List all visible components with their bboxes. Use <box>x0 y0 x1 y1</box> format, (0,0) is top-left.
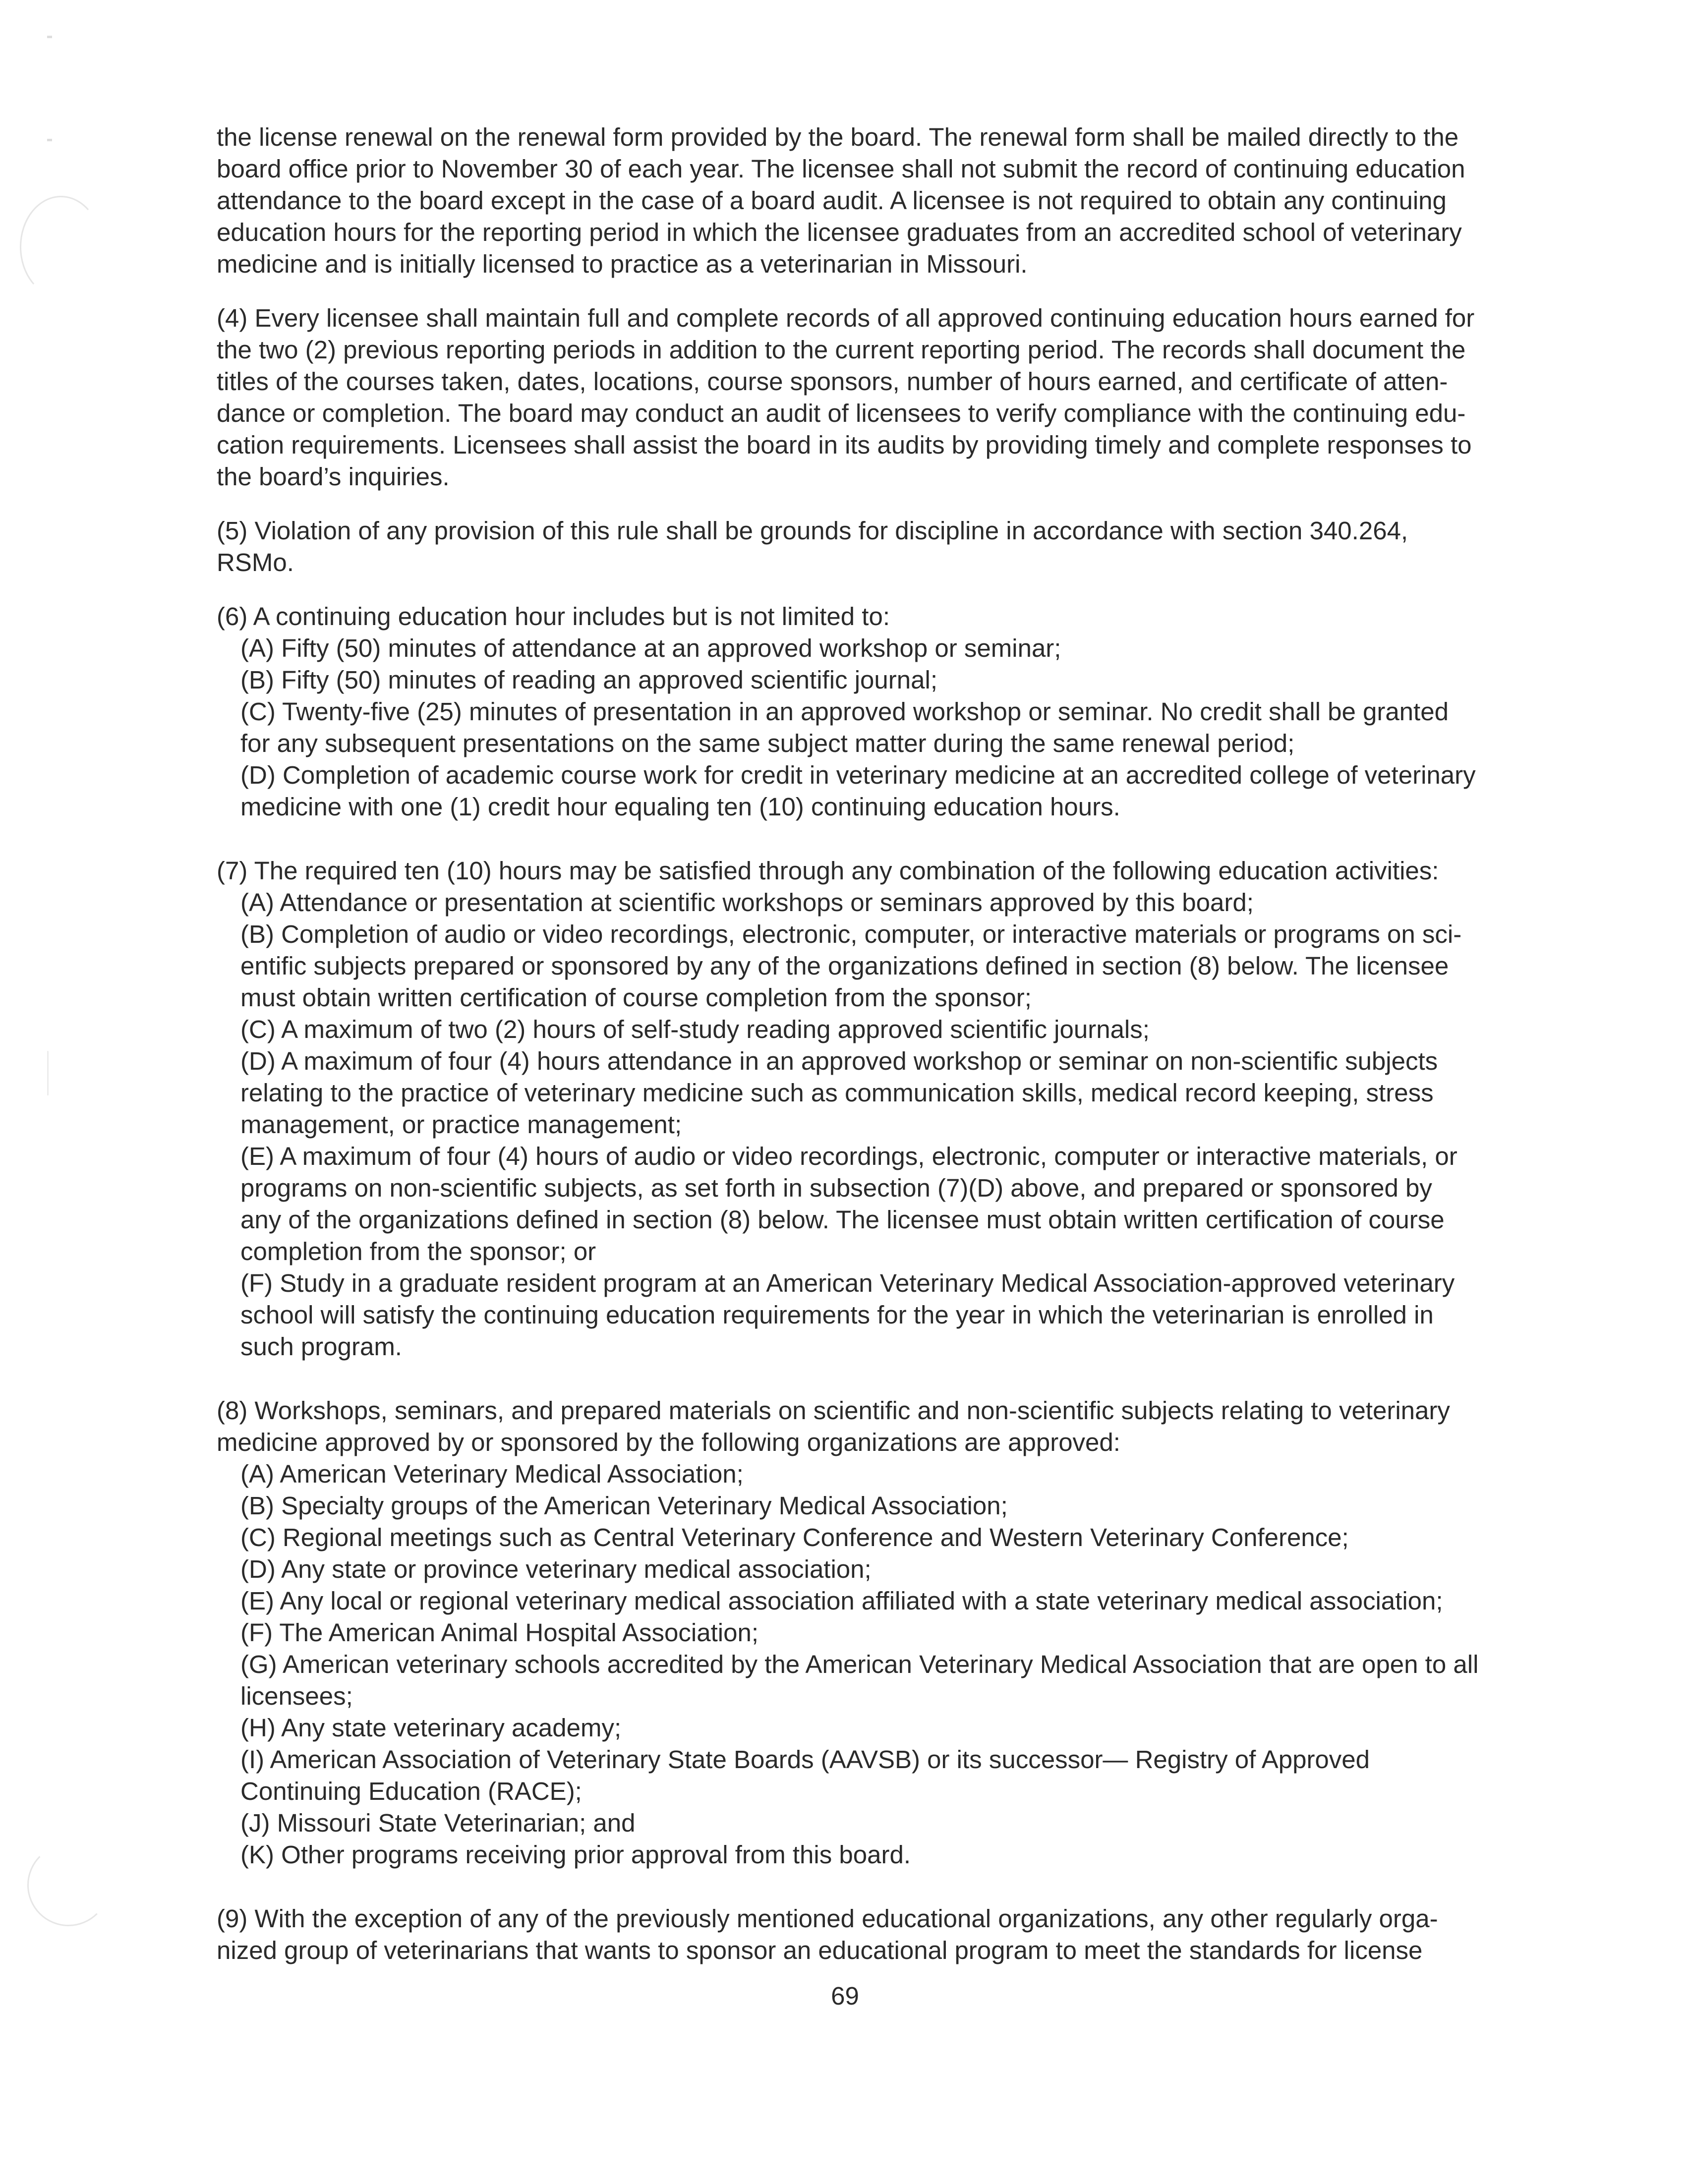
paragraph-line: medicine and is initially licensed to practice as a veterinarian in Missouri. <box>217 250 1028 278</box>
paragraph-line: RSMo. <box>217 548 294 576</box>
paragraph-line: education hours for the reporting period in which the licensee graduates from an accredited school of veterinary <box>217 218 1462 246</box>
paragraph-line: medicine approved by or sponsored by the following organizations are approved: <box>217 1428 1120 1456</box>
paragraph <box>217 302 1555 493</box>
paragraph-line: board office prior to November 30 of each year. The licensee shall not submit the record of continuing education <box>217 155 1465 183</box>
paragraph-line: (6) A continuing education hour includes but is not limited to: <box>217 602 890 631</box>
paragraph-line: (9) With the exception of any of the previously mentioned educational organizations, any other regularly orga- <box>217 1904 1438 1933</box>
subsection-line: (A) American Veterinary Medical Association; <box>240 1460 744 1488</box>
subsection-line: management, or practice management; <box>240 1110 682 1139</box>
paragraph-line: cation requirements. Licensees shall assist the board in its audits by providing timely and complete responses to <box>217 431 1472 459</box>
subsection-line: (C) Regional meetings such as Central Veterinary Conference and Western Veterinary Conference; <box>240 1523 1349 1552</box>
subsection-line: school will satisfy the continuing education requirements for the year in which the veterinarian is enrolled in <box>240 1301 1434 1329</box>
subsection-line: (A) Fifty (50) minutes of attendance at an approved workshop or seminar; <box>240 634 1061 662</box>
subsection-line: relating to the practice of veterinary medicine such as communication skills, medical record keeping, stress <box>240 1079 1434 1107</box>
paragraph <box>217 855 1555 1363</box>
binder-hole-artifact <box>20 196 102 298</box>
paragraph-line: the license renewal on the renewal form provided by the board. The renewal form shall be mailed directly to the <box>217 123 1459 151</box>
subsection-line: (D) A maximum of four (4) hours attendance in an approved workshop or seminar on non-scientific subjects <box>240 1047 1438 1075</box>
paragraph-line: (7) The required ten (10) hours may be satisfied through any combination of the following education activities: <box>217 857 1439 885</box>
paragraph-line: (8) Workshops, seminars, and prepared materials on scientific and non-scientific subjects relating to veterinary <box>217 1396 1450 1425</box>
paragraph-line: attendance to the board except in the case of a board audit. A licensee is not required to obtain any continuing <box>217 186 1447 215</box>
subsection-line: (B) Fifty (50) minutes of reading an approved scientific journal; <box>240 666 937 694</box>
paragraph <box>217 1395 1555 1871</box>
paragraph-line: titles of the courses taken, dates, locations, course sponsors, number of hours earned, and certificate of atten- <box>217 367 1448 396</box>
paragraph <box>217 515 1555 578</box>
subsection-line: medicine with one (1) credit hour equaling ten (10) continuing education hours. <box>240 793 1120 821</box>
subsection-line: (F) The American Animal Hospital Association; <box>240 1618 759 1647</box>
paragraph-line: nized group of veterinarians that wants to sponsor an educational program to meet the standards for license <box>217 1936 1423 1964</box>
subsection-line: (B) Completion of audio or video recordings, electronic, computer, or interactive materials or programs on sci- <box>240 920 1462 948</box>
subsection-line: for any subsequent presentations on the same subject matter during the same renewal period; <box>240 729 1295 757</box>
paragraph-line: the board’s inquiries. <box>217 462 450 491</box>
scan-artifact <box>47 36 52 38</box>
document-body <box>217 121 1555 1989</box>
subsection-line: (A) Attendance or presentation at scientific workshops or seminars approved by this board; <box>240 888 1254 917</box>
subsection-line: (E) Any local or regional veterinary medical association affiliated with a state veterinary medical association; <box>240 1587 1443 1615</box>
subsection-line: must obtain written certification of course completion from the sponsor; <box>240 983 1032 1012</box>
paragraph <box>217 1903 1555 1966</box>
subsection-line: (I) American Association of Veterinary State Boards (AAVSB) or its successor— Registry of Approved <box>240 1745 1370 1774</box>
paragraph-line: (5) Violation of any provision of this rule shall be grounds for discipline in accordance with section 340.264, <box>217 517 1408 545</box>
page-number: 69 <box>831 1982 859 2010</box>
subsection-line: (C) A maximum of two (2) hours of self-study reading approved scientific journals; <box>240 1015 1150 1043</box>
subsection-line: (G) American veterinary schools accredited by the American Veterinary Medical Association that are open to all <box>240 1650 1479 1678</box>
subsection-line: (F) Study in a graduate resident program at an American Veterinary Medical Association-approved veterinary <box>240 1269 1455 1297</box>
subsection-line: completion from the sponsor; or <box>240 1237 596 1265</box>
subsection-line: Continuing Education (RACE); <box>240 1777 582 1805</box>
paragraph <box>217 601 1555 823</box>
subsection-line: (J) Missouri State Veterinarian; and <box>240 1809 636 1837</box>
scan-artifact <box>47 1051 49 1095</box>
subsection-line: (E) A maximum of four (4) hours of audio or video recordings, electronic, computer or interactive materials, or <box>240 1142 1457 1170</box>
paragraph-line: (4) Every licensee shall maintain full and complete records of all approved continuing education hours earned for <box>217 304 1475 332</box>
binder-hole-artifact <box>27 1844 110 1926</box>
subsection-line: licensees; <box>240 1682 353 1710</box>
subsection-line: any of the organizations defined in section (8) below. The licensee must obtain written certification of course <box>240 1206 1445 1234</box>
subsection-line: such program. <box>240 1332 402 1361</box>
subsection-line: (C) Twenty-five (25) minutes of presentation in an approved workshop or seminar. No credit shall be granted <box>240 697 1449 726</box>
subsection-line: (D) Completion of academic course work for credit in veterinary medicine at an accredited college of veterinary <box>240 761 1476 789</box>
subsection-line: (B) Specialty groups of the American Veterinary Medical Association; <box>240 1492 1008 1520</box>
subsection-line: (D) Any state or province veterinary medical association; <box>240 1555 872 1583</box>
subsection-line: entific subjects prepared or sponsored by any of the organizations defined in section (8) below. The licensee <box>240 952 1449 980</box>
subsection-line: (K) Other programs receiving prior approval from this board. <box>240 1840 911 1869</box>
subsection-line: (H) Any state veterinary academy; <box>240 1714 622 1742</box>
paragraph-line: the two (2) previous reporting periods in addition to the current reporting period. The records shall document the <box>217 336 1466 364</box>
paragraph <box>217 121 1555 280</box>
paragraph-line: dance or completion. The board may conduct an audit of licensees to verify compliance with the continuing edu- <box>217 399 1466 427</box>
scan-artifact <box>47 139 52 141</box>
subsection-line: programs on non-scientific subjects, as set forth in subsection (7)(D) above, and prepared or sponsored by <box>240 1174 1432 1202</box>
